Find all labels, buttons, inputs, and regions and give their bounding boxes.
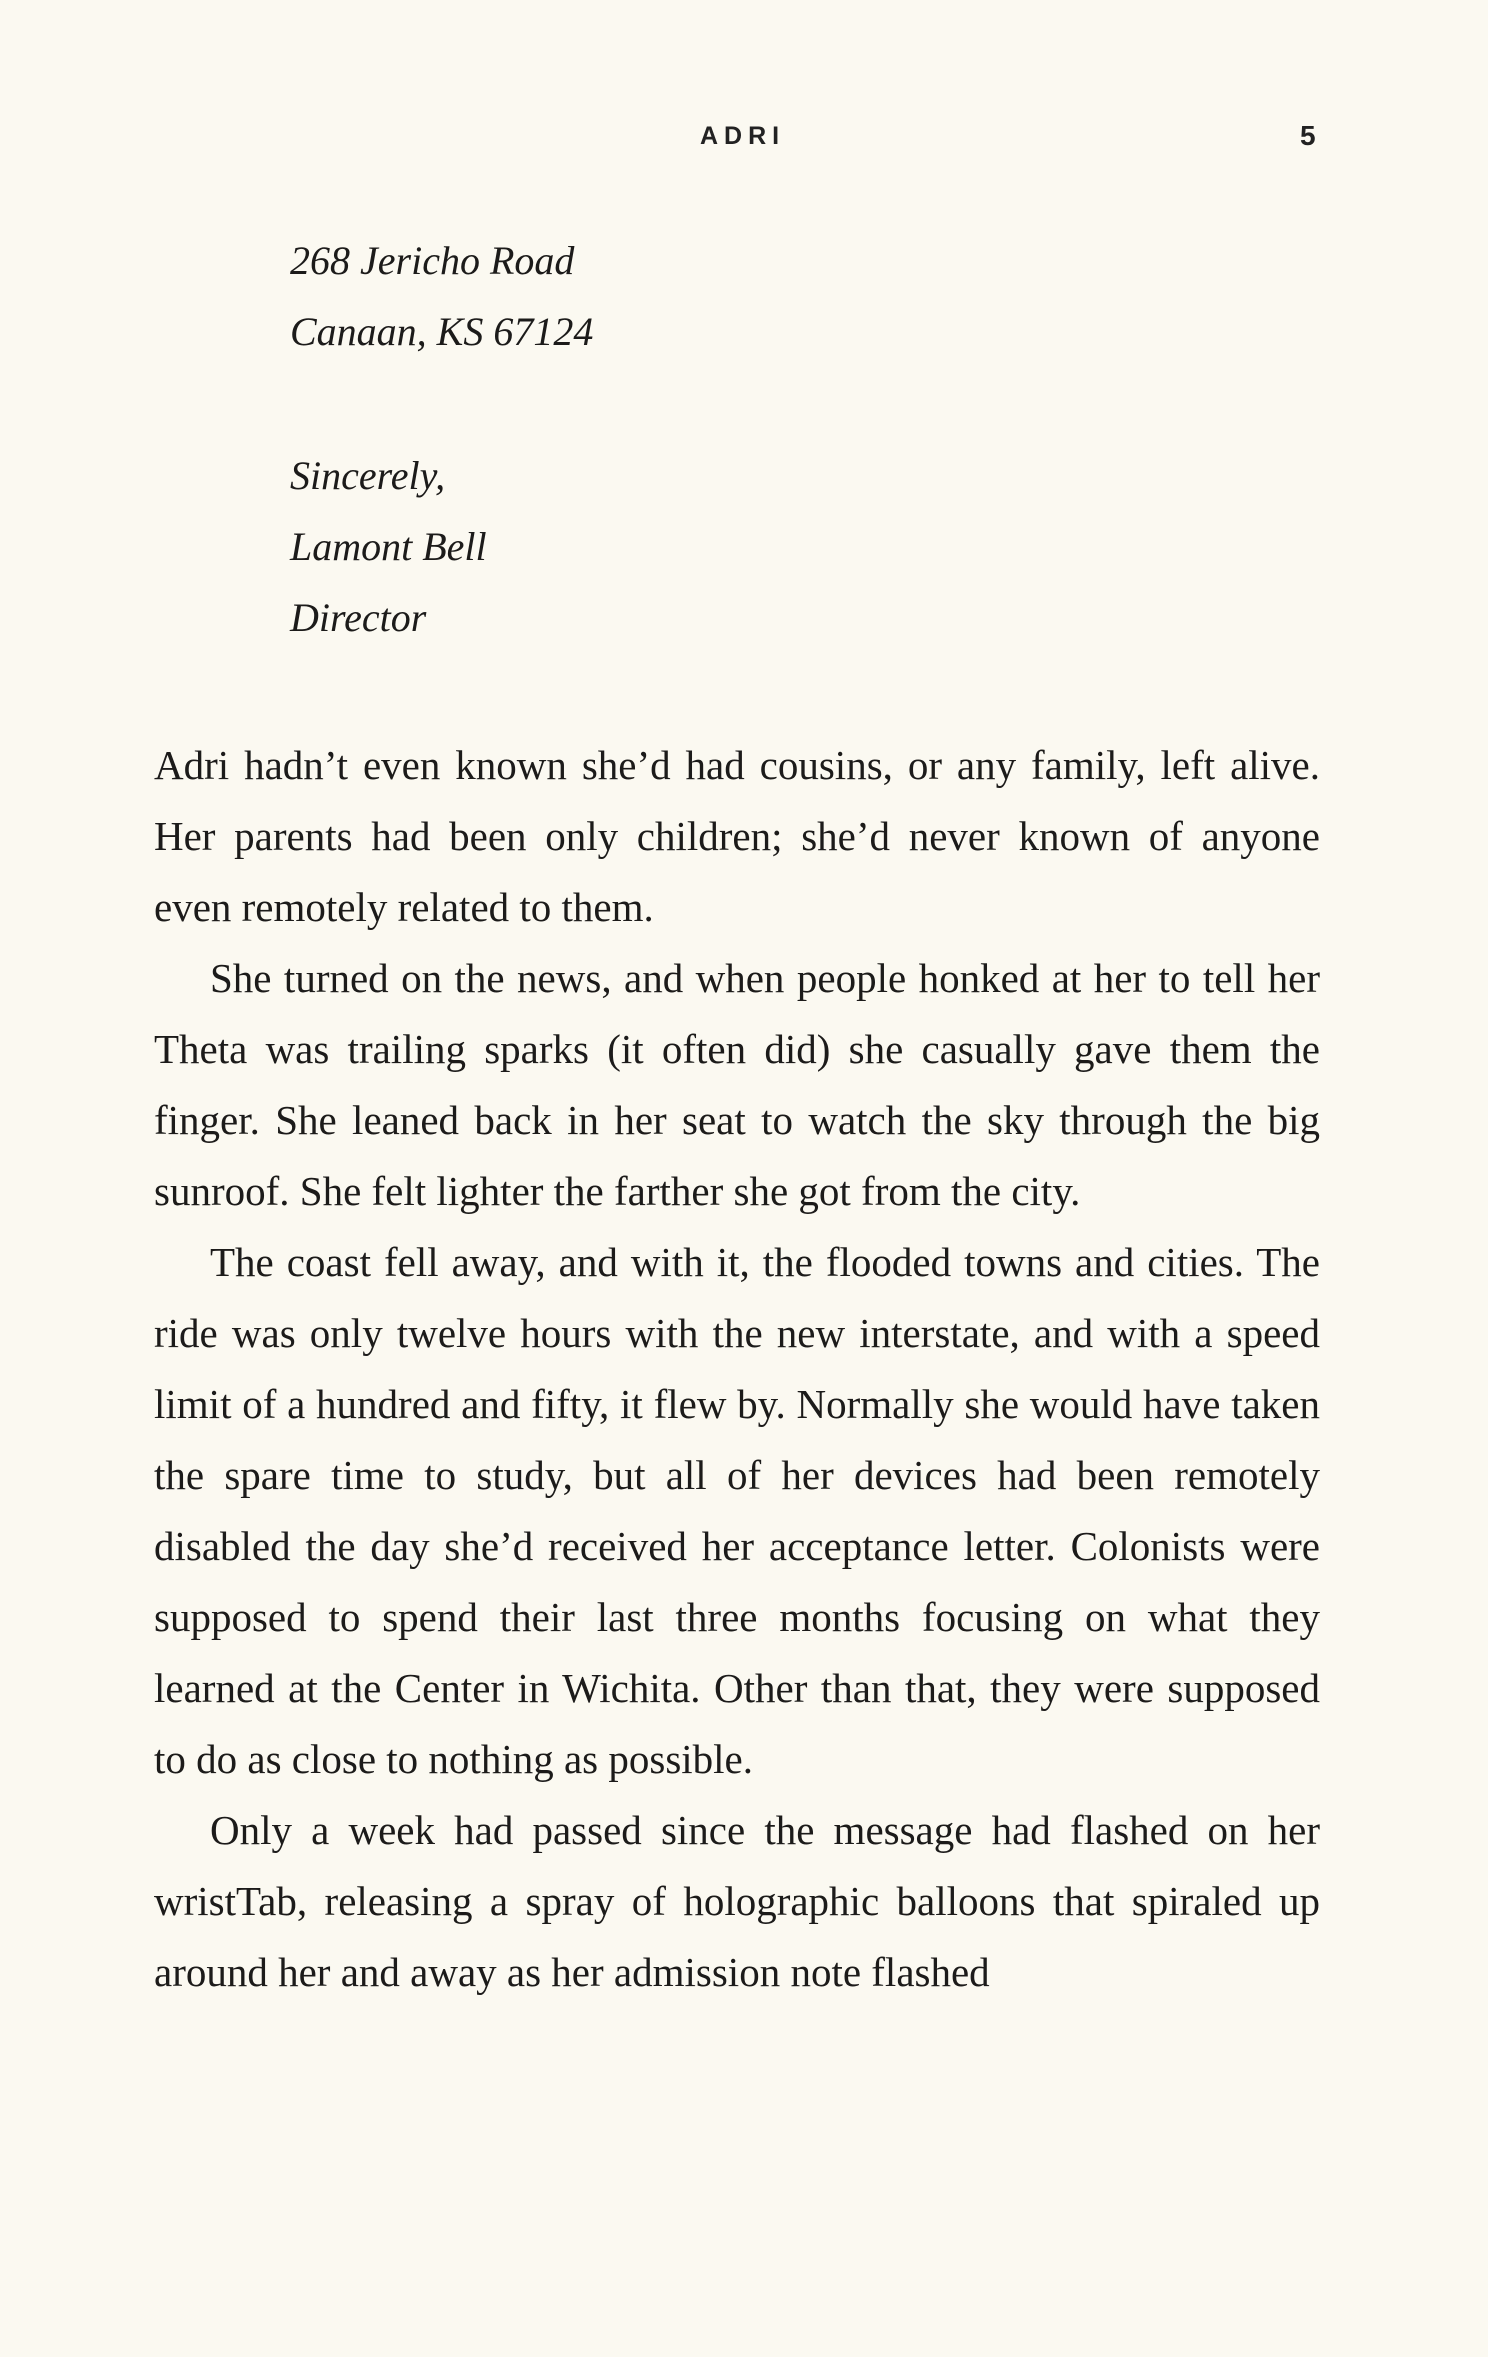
paragraph: She turned on the news, and when people honked at her to tell her Theta was trailing sparks (it often did) she casually gave them the finger. She leaned back in her seat to watch the sky through the big sunroof. She felt lighter the farther she got from the city.: [154, 955, 1320, 1214]
running-head-title: ADRI: [700, 122, 786, 150]
address-line-city: Canaan, KS 67124: [290, 309, 594, 354]
signatory-title: Director: [290, 595, 427, 640]
paragraph: The coast fell away, and with it, the flooded towns and cities. The ride was only twelve hours with the new interstate, and with a speed limit of a hundred and fifty, it flew by. Normally she would have taken the spare time to study, but all of her devices had been remotely disabled the day she’d received her acceptance letter. Colonists were supposed to spend their last three months focusing on what they learned at the Center in Wichita. Other than that, they were supposed to do as close to nothing as possible.: [154, 1239, 1320, 1782]
page-number: 5: [1300, 120, 1316, 151]
paragraph: Adri hadn’t even known she’d had cousins, or any family, left alive. Her parents had been only children; she’d never known of anyone even remotely related to them.: [154, 742, 1320, 930]
paragraph: Only a week had passed since the message had flashed on her wristTab, releasing a spray of holographic balloons that spiraled up around her and away as her admission note flashed: [154, 1807, 1320, 1995]
letter-closing: Sincerely,: [290, 453, 446, 498]
address-line-street: 268 Jericho Road: [290, 238, 575, 283]
letter-signature: [290, 440, 1190, 653]
letter-address: [290, 225, 1190, 367]
signatory-name: Lamont Bell: [290, 524, 487, 569]
body-text: [154, 730, 1320, 2008]
